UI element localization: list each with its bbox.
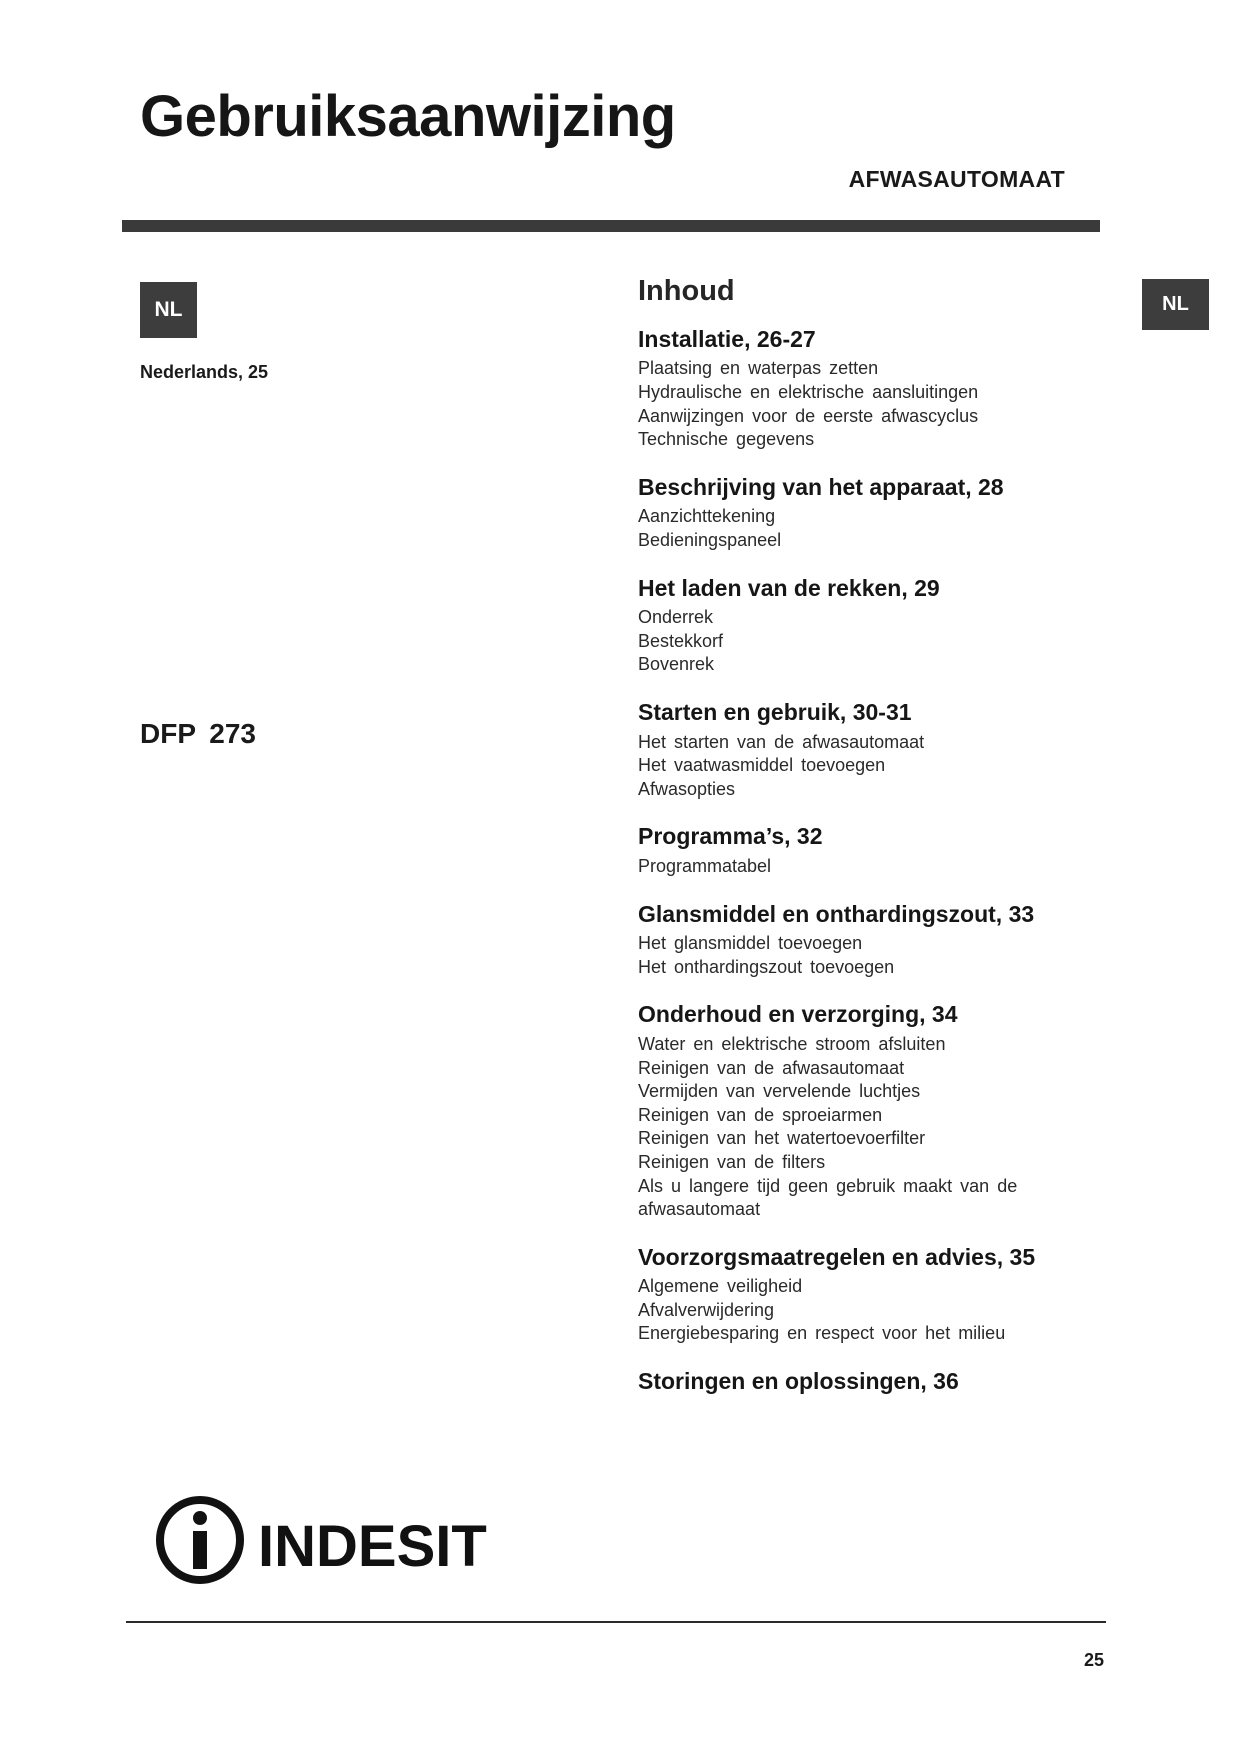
toc-item: Het vaatwasmiddel toevoegen	[638, 755, 886, 776]
toc-item: Bedieningspaneel	[638, 530, 782, 551]
toc-section	[638, 699, 1108, 801]
footer-divider	[126, 1621, 1106, 1623]
toc-item: Afvalverwijdering	[638, 1299, 775, 1320]
table-of-contents	[638, 276, 1108, 1418]
indesit-logo	[152, 1490, 492, 1590]
toc-item: afwasautomaat	[638, 1199, 761, 1220]
toc-item: Aanzichttekening	[638, 506, 776, 527]
toc-section	[638, 1368, 1108, 1396]
toc-item: Bovenrek	[638, 654, 715, 675]
language-page-reference: Nederlands, 25	[140, 362, 269, 382]
toc-item: Reinigen van de filters	[638, 1151, 826, 1172]
toc-item: Afwasopties	[638, 778, 736, 799]
toc-section	[638, 326, 1108, 452]
brand-wordmark: INDESIT	[258, 1514, 487, 1579]
toc-item: Energiebesparing en respect voor het milieu	[638, 1323, 1006, 1344]
toc-section-title: Programma’s, 32	[638, 823, 823, 850]
toc-item: Onderrek	[638, 607, 714, 628]
toc-section	[638, 1244, 1108, 1346]
language-badge: NL	[140, 282, 197, 338]
toc-section-title: Storingen en oplossingen, 36	[638, 1368, 959, 1395]
toc-section	[638, 575, 1108, 677]
toc-item: Vermijden van vervelende luchtjes	[638, 1081, 921, 1102]
toc-item: Bestekkorf	[638, 630, 724, 651]
toc-section	[638, 1001, 1108, 1221]
toc-item: Technische gegevens	[638, 429, 815, 450]
indesit-logo-icon	[160, 1500, 240, 1580]
toc-item: Reinigen van de afwasautomaat	[638, 1057, 905, 1078]
toc-section	[638, 823, 1108, 878]
page-title: Gebruiksaanwijzing	[140, 84, 676, 149]
toc-item: Aanwijzingen voor de eerste afwascyclus	[638, 405, 979, 426]
toc-section	[638, 474, 1108, 553]
toc-item: Plaatsing en waterpas zetten	[638, 358, 879, 379]
header-divider	[122, 220, 1100, 232]
toc-item: Reinigen van de sproeiarmen	[638, 1104, 883, 1125]
toc-item: Hydraulische en elektrische aansluitingen	[638, 382, 979, 403]
toc-item: Reinigen van het watertoevoerfilter	[638, 1128, 926, 1149]
page-number: 25	[1083, 1650, 1104, 1670]
toc-section-title: Onderhoud en verzorging, 34	[638, 1001, 958, 1028]
toc-item: Algemene veiligheid	[638, 1276, 803, 1297]
product-category: AFWASAUTOMAAT	[848, 166, 1065, 192]
toc-item: Programmatabel	[638, 855, 772, 876]
toc-item: Het onthardingszout toevoegen	[638, 956, 895, 977]
toc-item: Het glansmiddel toevoegen	[638, 933, 863, 954]
toc-section-title: Glansmiddel en onthardingszout, 33	[638, 900, 1035, 927]
model-number: DFP 273	[140, 718, 256, 749]
toc-section-title: Het laden van de rekken, 29	[638, 574, 940, 601]
toc-section-title: Installatie, 26-27	[638, 325, 816, 352]
toc-section-title: Voorzorgsmaatregelen en advies, 35	[638, 1243, 1036, 1270]
toc-heading: Inhoud	[638, 275, 735, 307]
toc-sections	[638, 326, 1108, 1396]
toc-section-title: Beschrijving van het apparaat, 28	[638, 473, 1004, 500]
toc-section	[638, 901, 1108, 980]
toc-section-title: Starten en gebruik, 30-31	[638, 699, 912, 726]
toc-item: Als u langere tijd geen gebruik maakt van de	[638, 1175, 1018, 1196]
toc-item: Water en elektrische stroom afsluiten	[638, 1033, 946, 1054]
language-tab: NL	[1142, 279, 1209, 330]
toc-item: Het starten van de afwasautomaat	[638, 731, 925, 752]
